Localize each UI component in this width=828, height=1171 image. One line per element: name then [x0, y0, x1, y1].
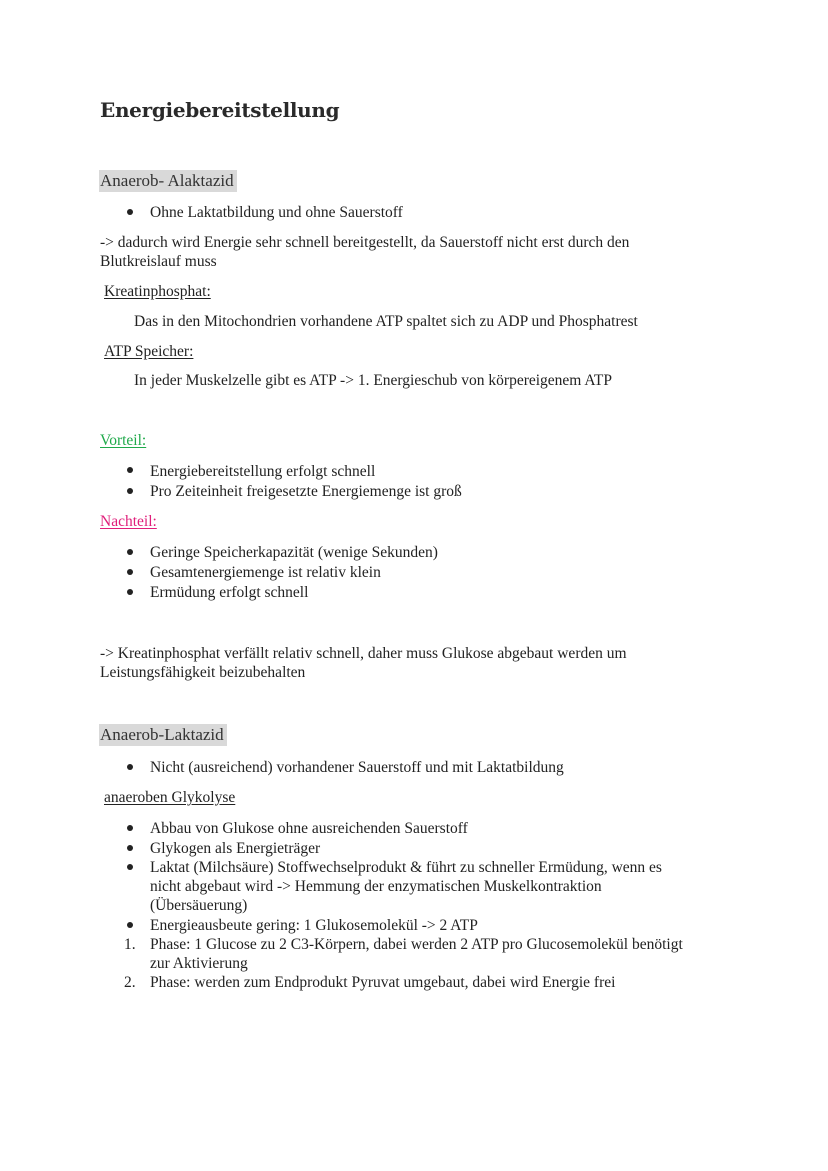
section-heading-laktazid: Anaerob-Laktazid: [99, 724, 227, 746]
bullet-icon: [127, 488, 133, 494]
page-title: Energiebereitstellung: [100, 98, 340, 122]
bullet-icon: [127, 549, 133, 555]
kreatinphosphat-text: Das in den Mitochondrien vorhandene ATP spaltet sich zu ADP und Phosphatrest: [134, 313, 638, 330]
bullet-icon: [127, 845, 133, 851]
numbered-item: Phase: werden zum Endprodukt Pyruvat umgebaut, dabei wird Energie frei: [150, 974, 616, 991]
bullet-icon: [127, 467, 133, 473]
list-item-continuation: (Übersäuerung): [150, 897, 248, 914]
list-item: Ermüdung erfolgt schnell: [150, 584, 309, 601]
bullet-icon: [127, 764, 133, 770]
bullet-icon: [127, 864, 133, 870]
section-heading-alaktazid: Anaerob- Alaktazid: [99, 170, 237, 192]
paragraph-line: Blutkreislauf muss: [100, 253, 217, 270]
numbered-item: Phase: 1 Glucose zu 2 C3-Körpern, dabei werden 2 ATP pro Glucosemolekül benötigt: [150, 936, 683, 953]
list-item: Geringe Speicherkapazität (wenige Sekunden): [150, 544, 438, 561]
numbered-item-continuation: zur Aktivierung: [150, 955, 248, 972]
paragraph-line: -> Kreatinphosphat verfällt relativ schnell, daher muss Glukose abgebaut werden um: [100, 645, 627, 662]
bullet-icon: [127, 589, 133, 595]
list-item: Abbau von Glukose ohne ausreichenden Sauerstoff: [150, 820, 468, 837]
list-number: 2.: [124, 974, 136, 991]
subheading-glykolyse: anaeroben Glykolyse: [104, 789, 236, 806]
bullet-icon: [127, 569, 133, 575]
subheading-atp-speicher: ATP Speicher:: [104, 343, 194, 360]
list-item: Laktat (Milchsäure) Stoffwechselprodukt & führt zu schneller Ermüdung, wenn es: [150, 859, 662, 876]
bullet-icon: [127, 209, 133, 215]
paragraph-line: -> dadurch wird Energie sehr schnell bereitgestellt, da Sauerstoff nicht erst durch den: [100, 234, 630, 251]
list-item: Energiebereitstellung erfolgt schnell: [150, 463, 376, 480]
list-item-continuation: nicht abgebaut wird -> Hemmung der enzymatischen Muskelkontraktion: [150, 878, 602, 895]
atp-speicher-text: In jeder Muskelzelle gibt es ATP -> 1. Energieschub von körpereigenem ATP: [134, 372, 612, 389]
nachteil-label: Nachteil:: [100, 513, 157, 530]
list-number: 1.: [124, 936, 136, 953]
list-item: Gesamtenergiemenge ist relativ klein: [150, 564, 381, 581]
vorteil-label: Vorteil:: [100, 432, 147, 449]
list-item: Pro Zeiteinheit freigesetzte Energiemenge ist groß: [150, 483, 462, 500]
subheading-kreatinphosphat: Kreatinphosphat:: [104, 283, 211, 300]
list-item: Ohne Laktatbildung und ohne Sauerstoff: [150, 204, 403, 221]
list-item: Nicht (ausreichend) vorhandener Sauerstoff und mit Laktatbildung: [150, 759, 564, 776]
paragraph-line: Leistungsfähigkeit beizubehalten: [100, 664, 306, 681]
list-item: Glykogen als Energieträger: [150, 840, 321, 857]
bullet-icon: [127, 825, 133, 831]
list-item: Energieausbeute gering: 1 Glukosemolekül -> 2 ATP: [150, 917, 478, 934]
bullet-icon: [127, 922, 133, 928]
